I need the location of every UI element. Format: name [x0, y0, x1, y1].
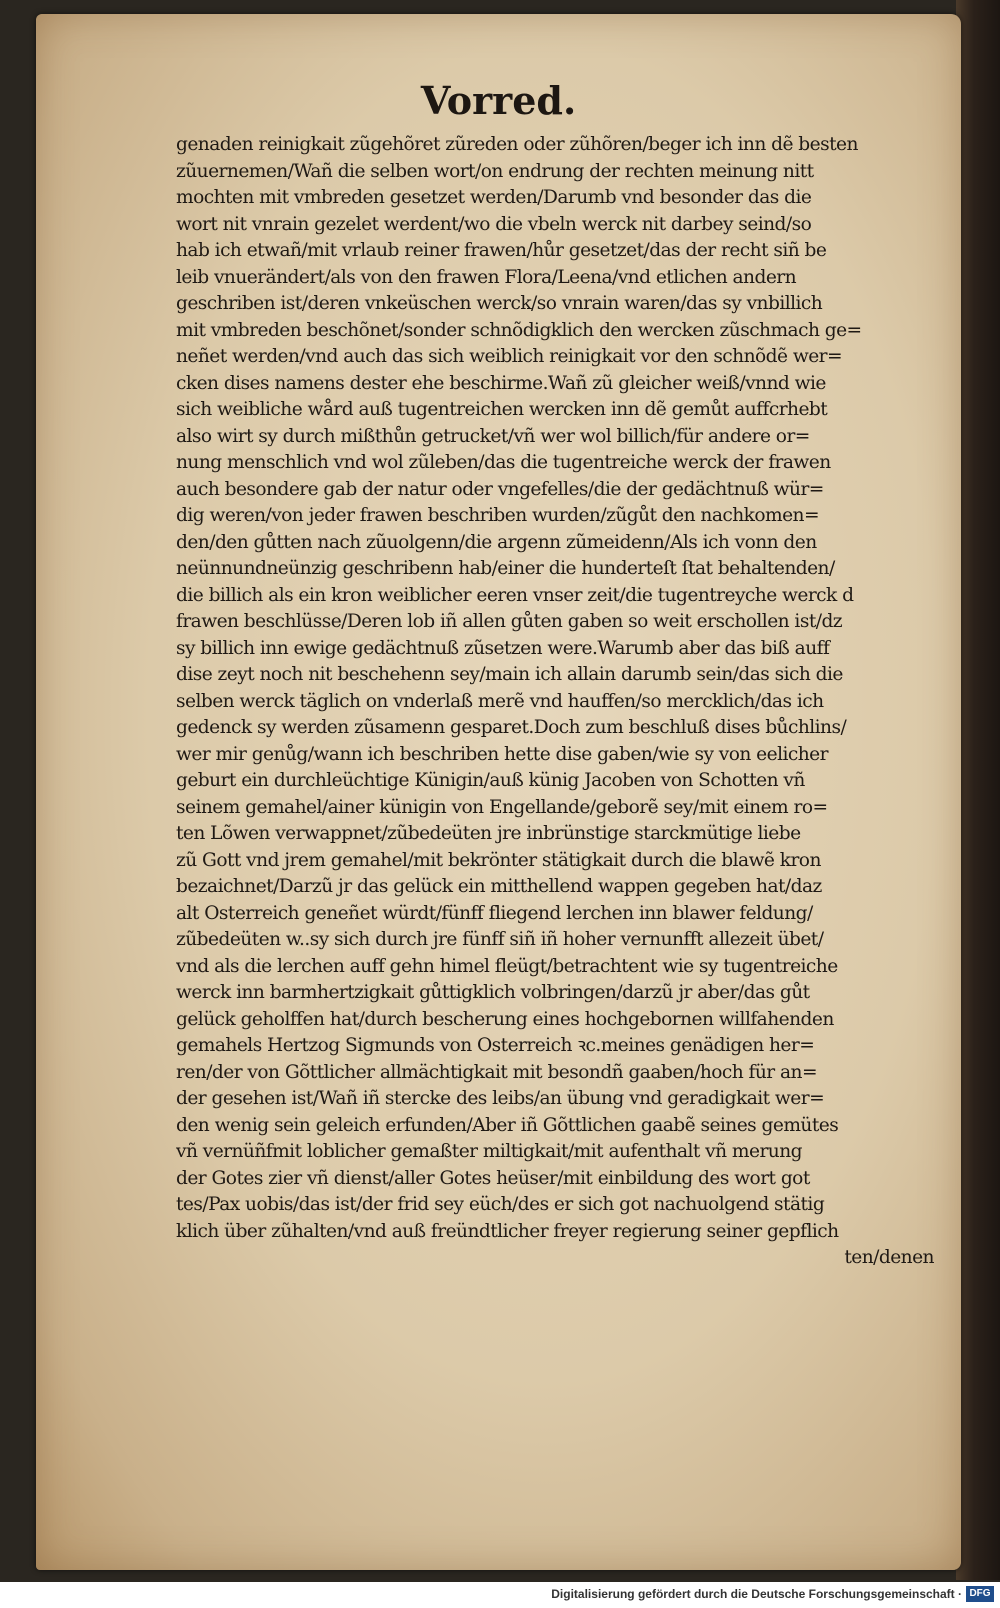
text-line: frawen beschlüsse/Deren lob iñ allen gůten gaben so weit erschollen ist/dz — [176, 611, 843, 632]
text-line: vñ vernüñfmit loblicher gemaßter miltigkait/mit aufenthalt vñ merung — [176, 1141, 802, 1162]
book-page — [36, 14, 961, 1570]
text-line: gelück geholffen hat/durch bescherung eines hochgebornen willfahenden — [176, 1008, 834, 1030]
footer-bar — [0, 1582, 1000, 1608]
text-line: auch besondere gab der natur oder vngefelles/die der gedächtnuß wür= — [176, 478, 824, 500]
text-line: werck inn barmhertzigkait gůttigklich volbringen/darzũ jr aber/das gůt — [176, 982, 810, 1003]
dfg-logo-icon: DFG — [966, 1586, 994, 1602]
text-line: wort nit vnrain gezelet werdent/wo die vbeln werck nit darbey seind/so — [176, 213, 812, 235]
text-line: genaden reinigkait zũgehõret zũreden oder zũhõren/beger ich inn dẽ besten — [176, 134, 858, 155]
book-spine — [956, 0, 1000, 1580]
text-line: tes/Pax uobis/das ist/der frid sey eüch/des er sich got nachuolgend stätig — [176, 1194, 825, 1215]
text-line: dise zeyt noch nit beschehenn sey/main ich allain darumb sein/das sich die — [176, 664, 843, 685]
text-line: mochten mit vmbreden gesetzet werden/Darumb vnd besonder das die — [176, 187, 812, 208]
text-line: dig weren/von jeder frawen beschriben wurden/zũgůt den nachkomen= — [176, 505, 819, 526]
text-line: geschriben ist/deren vnkeüschen werck/so vnrain waren/das sy vnbillich — [176, 293, 823, 314]
text-line: klich über zũhalten/vnd auß freündtlicher freyer regierung seiner gepflich — [176, 1220, 839, 1242]
text-line: die billich als ein kron weiblicher eeren vnser zeit/die tugentreyche werck d — [176, 584, 854, 606]
text-line: sich weibliche wård auß tugentreichen wercken inn dẽ gemůt auffcrhebt — [176, 399, 828, 420]
text-line: zũuernemen/Wañ die selben wort/on endrung der rechten meinung nitt — [176, 160, 814, 182]
text-line: also wirt sy durch mißthůn getrucket/vñ wer wol billich/für andere or= — [176, 425, 810, 447]
page-heading: Vorred. — [420, 78, 577, 123]
text-line: zũ Gott vnd jrem gemahel/mit bekrönter stätigkait durch die blawẽ kron — [176, 849, 821, 871]
text-line: ren/der von Gõttlicher allmächtigkait mit besondñ gaaben/hoch für an= — [176, 1061, 817, 1083]
text-line: ten Lõwen verwappnet/zũbedeüten jre inbrünstige starckmütige liebe — [176, 823, 801, 844]
text-line: geburt ein durchleüchtige Künigin/auß künig Jacoben von Schotten vñ — [176, 770, 805, 791]
text-line: cken dises namens dester ehe beschirme.Wañ zũ gleicher weiß/vnnd wie — [176, 372, 826, 394]
funding-credit: Digitalisierung gefördert durch die Deutsche Forschungsgemeinschaft · — [551, 1587, 962, 1601]
text-line: mit vmbreden beschõnet/sonder schnõdigklich den wercken zũschmach ge= — [176, 319, 862, 341]
text-line: zũbedeüten w..sy sich durch jre fünff siñ iñ hoher vernunfft allezeit übet/ — [176, 929, 824, 950]
text-line: bezaichnet/Darzũ jr das gelück ein mitthellend wappen gegeben hat/daz — [176, 876, 822, 897]
catchword-line: ten/denen — [844, 1247, 934, 1268]
text-line: wer mir genůg/wann ich beschriben hette dise gaben/wie sy von eelicher — [176, 743, 828, 765]
text-line: neünnundneünzig geschribenn hab/einer die hunderteſt ſtat behaltenden/ — [176, 558, 835, 579]
text-line: sy billich inn ewige gedächtnuß zũsetzen were.Warumb aber das biß auff — [176, 637, 830, 659]
text-line: neñet werden/vnd auch das sich weiblich reinigkait vor den schnõdẽ wer= — [176, 346, 843, 367]
text-line: der gesehen ist/Wañ iñ stercke des leibs/an übung vnd geradigkait wer= — [176, 1088, 825, 1109]
text-line: gedenck sy werden zũsamenn gesparet.Doch zum beschluß dises bůchlins/ — [176, 717, 847, 738]
text-line: leib vnuerändert/als von den frawen Flora/Leena/vnd etlichen andern — [176, 266, 797, 288]
text-line: den wenig sein geleich erfunden/Aber iñ Gõttlichen gaabẽ seines gemütes — [176, 1114, 839, 1136]
text-line: vnd als die lerchen auff gehn himel fleügt/betrachtent wie sy tugentreiche — [176, 955, 838, 977]
text-line: seinem gemahel/ainer künigin von Engellande/geborẽ sey/mit einem ro= — [176, 796, 828, 818]
text-line: alt Osterreich geneñet würdt/fünff fliegend lerchen inn blawer feldung/ — [176, 902, 813, 924]
text-line: nung menschlich vnd wol zũleben/das die tugentreiche werck der frawen — [176, 452, 831, 473]
text-line: selben werck täglich on vnderlaß merẽ vnd hauffen/so mercklich/das ich — [176, 690, 824, 712]
text-line: hab ich etwañ/mit vrlaub reiner frawen/hůr gesetzet/das der recht siñ be — [176, 240, 827, 261]
page-text-block — [176, 132, 944, 1272]
text-line: gemahels Hertzog Sigmunds von Osterreich ꝛc.meines genädigen her= — [176, 1035, 815, 1056]
text-line: der Gotes zier vñ dienst/aller Gotes heüser/mit einbildung des wort got — [176, 1167, 810, 1189]
text-line: den/den gůtten nach zũuolgenn/die argenn zũmeidenn/Als ich vonn den — [176, 531, 817, 553]
